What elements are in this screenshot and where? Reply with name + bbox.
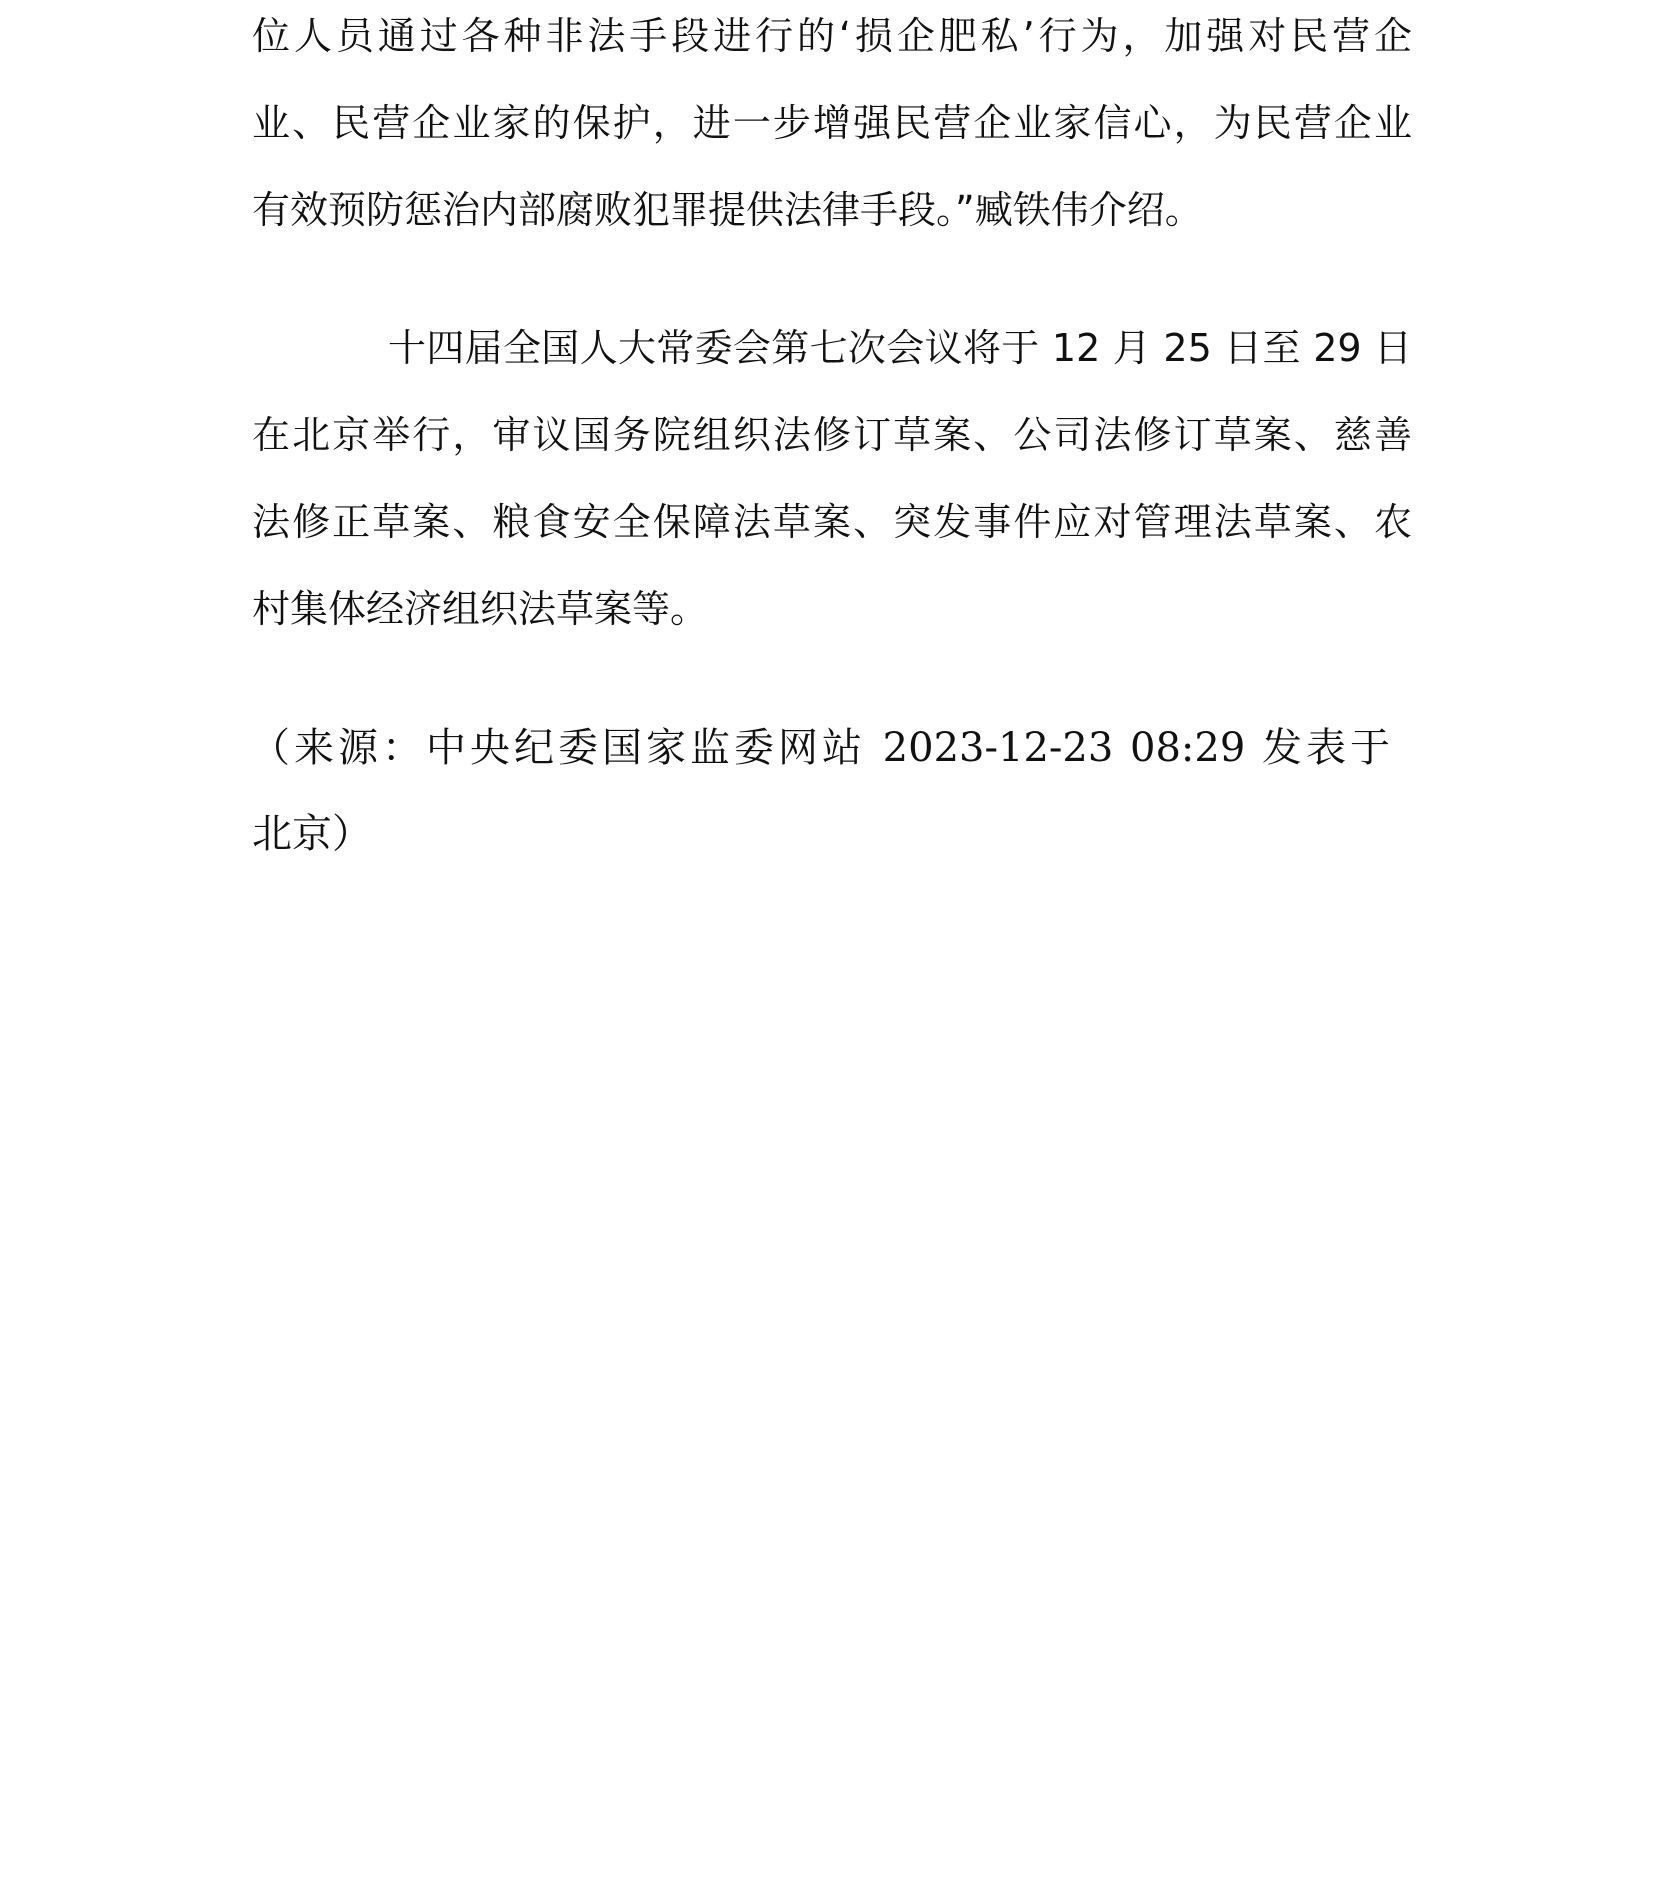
paragraph-2-line-4: 村集体经济组织法草案等。	[252, 587, 709, 631]
paragraph-2-line-3: 法修正草案、粮食安全保障法草案、突发事件应对管理法草案、农	[252, 500, 1412, 544]
paragraph-1-line-3: 有效预防惩治内部腐败犯罪提供法律手段。”臧铁伟介绍。	[252, 188, 1203, 232]
source-line-1: （来源：中央纪委国家监委网站 2023-12-23 08:29 发表于	[250, 725, 1390, 771]
paragraph-2-line-1: 十四届全国人大常委会第七次会议将于 12 月 25 日至 29 日	[388, 326, 1412, 370]
paragraph-2-line-2: 在北京举行，审议国务院组织法修订草案、公司法修订草案、慈善	[252, 413, 1412, 457]
paragraph-1-line-2: 业、民营企业家的保护，进一步增强民营企业家信心，为民营企业	[252, 101, 1412, 145]
paragraph-1-line-1: 位人员通过各种非法手段进行的‘损企肥私’行为，加强对民营企	[252, 14, 1412, 58]
source-line-2: 北京）	[252, 811, 372, 857]
